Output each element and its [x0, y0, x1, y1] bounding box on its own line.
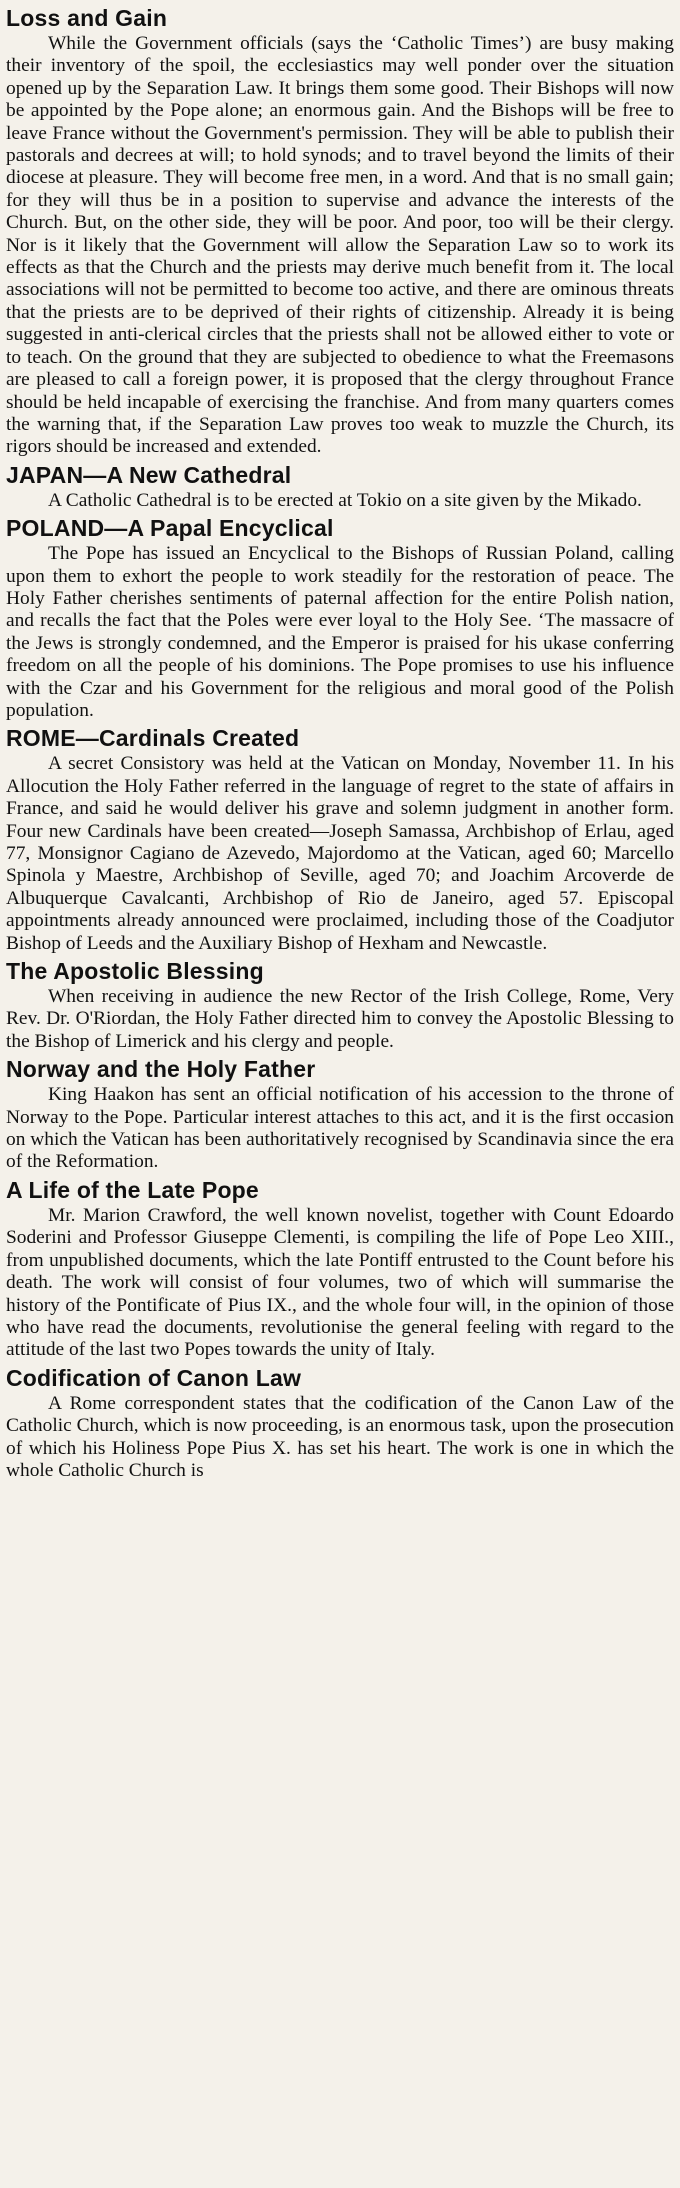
- article-japan-new-cathedral: [6, 461, 674, 512]
- headline: ROME—Cardinals Created: [6, 725, 300, 752]
- article-body: A secret Consistory was held at the Vatican on Monday, November 11. In his Allocution the Holy Father referred in the language of regret to the state of affairs in France, and said he would deliver his grave and solemn judgment in another form. Four new Cardinals have been created—Joseph Samassa, Archbishop of Erlau, aged 77, Monsignor Cagiano de Azevedo, Majordomo at the Vatican, aged 60; Marcello Spinola y Maestre, Archbishop of Seville, aged 70; and Joachim Arcoverde de Albuquerque Cavalcanti, Archbishop of Rio de Janeiro, aged 57. Episcopal appointments already announced were proclaimed, including those of the Coadjutor Bishop of Leeds and the Auxiliary Bishop of Hexham and Newcastle.: [6, 753, 674, 954]
- article-norway-holy-father: [6, 1055, 674, 1174]
- article-body: King Haakon has sent an official notification of his accession to the throne of Norway to the Pope. Particular interest attaches to this act, and it is the first occasion on which the Vatican has been authoritatively recognised by Scandinavia since the era of the Reformation.: [6, 1084, 674, 1173]
- headline: Codification of Canon Law: [6, 1364, 302, 1391]
- headline: The Apostolic Blessing: [6, 958, 264, 985]
- article-poland-papal-encyclical: [6, 514, 674, 722]
- article-body: A Rome correspondent states that the codification of the Canon Law of the Catholic Church, which is now proceeding, is an enormous task, upon the prosecution of which his Holiness Pope Pius X. has set his heart. The work is one in which the whole Catholic Church is: [6, 1392, 674, 1481]
- headline: Loss and Gain: [6, 5, 168, 31]
- headline: Norway and the Holy Father: [6, 1056, 316, 1083]
- article-body: While the Government officials (says the ‘Catholic Times’) are busy making their inventory of the spoil, the ecclesiastics may well ponder over the situation opened up by the Separation Law. It brings them some good. Their Bishops will now be appointed by the Pope alone; an enormous gain. And the Bishops will be free to leave France without the Government's permission. They will be able to publish their pastorals and decrees at will; to hold synods; and to travel beyond the limits of their diocese at pleasure. They will become free men, in a word. And that is no small gain; for they will thus be in a position to supervise and advance the interests of the Church. But, on the other side, they will be poor. And poor, too will be their clergy. Nor is it likely that the Government will allow the Separation Law so to work its effects as that the Church and the priests may derive much benefit from it. The local associations will not be permitted to become too active, and there are ominous threats that the priests are to be deprived of their rights of citizenship. Already it is being suggested in anti-clerical circles that the priests shall not be allowed either to vote or to teach. On the ground that they are subjected to obedience to what the Freemasons are pleased to call a foreign power, it is proposed that the clergy throughout France should be held incapable of exercising the franchise. And from many quarters comes the warning that, if the Separation Law proves too weak to muzzle the Church, its rigors should be increased and extended.: [6, 33, 674, 458]
- article-body: The Pope has issued an Encyclical to the Bishops of Russian Poland, calling upon them to exhort the people to work steadily for the restoration of peace. The Holy Father cherishes sentiments of paternal affection for the entire Polish nation, and recalls the fact that the Poles were ever loyal to the Holy See. ‘The massacre of the Jews is strongly condemned, and the Emperor is praised for his ukase conferring freedom on all the people of his dominions. The Pope promises to use his influence with the Czar and his Government for the religious and moral good of the Polish population.: [6, 543, 674, 721]
- article-apostolic-blessing: [6, 957, 674, 1053]
- article-body: When receiving in audience the new Rector of the Irish College, Rome, Very Rev. Dr. O'Riordan, the Holy Father directed him to convey the Apostolic Blessing to the Bishop of Limerick and his clergy and people.: [6, 986, 674, 1052]
- article-body: A Catholic Cathedral is to be erected at Tokio on a site given by the Mikado.: [48, 489, 642, 511]
- article-life-of-late-pope: [6, 1176, 674, 1362]
- article-body: Mr. Marion Crawford, the well known novelist, together with Count Edoardo Soderini and Professor Giuseppe Clementi, is compiling the life of Pope Leo XIII., from unpublished documents, which the late Pontiff entrusted to the Count before his death. The work will consist of four volumes, two of which will summarise the history of the Pontificate of Pius IX., and the whole four will, in the opinion of those who have read the documents, revolutionise the general feeling with regard to the attitude of the last two Popes towards the unity of Italy.: [6, 1204, 674, 1361]
- article-rome-cardinals-created: [6, 724, 674, 955]
- article-codification-canon-law: [6, 1364, 674, 1483]
- headline: JAPAN—A New Cathedral: [6, 461, 292, 488]
- headline: POLAND—A Papal Encyclical: [6, 515, 334, 542]
- headline: A Life of the Late Pope: [6, 1176, 259, 1203]
- article-loss-and-gain: [6, 4, 674, 459]
